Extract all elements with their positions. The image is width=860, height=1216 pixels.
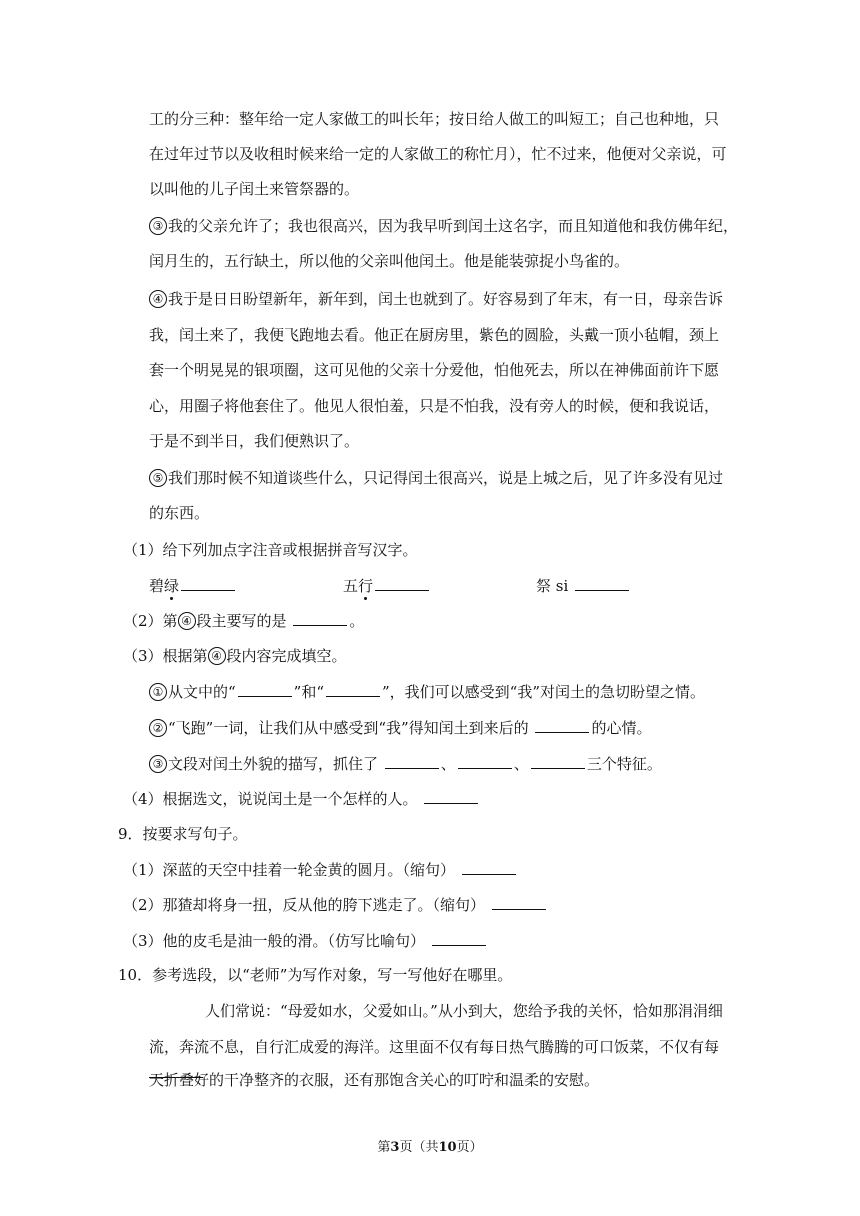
answer-blank[interactable] — [492, 893, 546, 910]
answer-blank[interactable] — [424, 787, 478, 804]
passage-line: 我，闰土来了，我便飞跑地去看。他正在厨房里，紫色的圆脸，头戴一顶小毡帽，颈上 — [149, 326, 720, 344]
answer-blank[interactable] — [462, 858, 516, 875]
q8-sub1: （1）给下列加点字注音或根据拼音写汉字。 — [123, 541, 418, 559]
separator: 、 — [513, 755, 529, 773]
answer-blank[interactable] — [326, 680, 380, 697]
paragraph-number: ④ — [208, 647, 226, 665]
passage-line: 于是不到半日，我们便熟识了。 — [149, 432, 360, 450]
answer-blank[interactable] — [375, 574, 429, 591]
paragraph-5 — [149, 461, 800, 495]
q10-title: 10．参考选段，以“老师”为写作对象，写一写他好在哪里。 — [118, 966, 513, 984]
page-footer — [0, 1138, 860, 1158]
passage-line: 工的分三种：整年给一定人家做工的叫长年；按日给人做工的叫短工；自己也种地，只 — [149, 110, 720, 128]
q8-sub3 — [123, 639, 800, 673]
q9-sub1 — [123, 853, 800, 887]
answer-blank[interactable] — [238, 680, 292, 697]
q9-sub3 — [123, 924, 800, 958]
passage-text: 我于是日日盼望新年，新年到，闰土也就到了。好容易到了年末，有一日，母亲告诉 — [168, 290, 724, 308]
item-number: ① — [149, 683, 167, 701]
q8-sub1-items — [149, 569, 800, 603]
passage-line: 套一个明晃晃的银项圈，这可见他的父亲十分爱他，怕他死去，所以在神佛面前许下愿 — [149, 361, 720, 379]
footer-text: 第 — [377, 1140, 391, 1155]
page-number: 3 — [390, 1140, 400, 1155]
q8-sub2 — [123, 604, 800, 638]
word-char: 五 — [343, 577, 359, 595]
question-text: （3）他的皮毛是油一般的滑。（仿写比喻句） — [123, 932, 426, 950]
passage-line: 以叫他的儿子闰土来管祭器的。 — [149, 180, 360, 198]
q9-title: 9．按要求写句子。 — [118, 825, 248, 843]
word-item — [536, 569, 631, 603]
q10-passage-line-3: 天折叠好的干净整齐的衣服，还有那饱含关心的叮咛和温柔的安慰。 — [149, 1071, 600, 1089]
answer-blank[interactable] — [535, 716, 589, 733]
passage-text: 我们那时候不知道谈些什么，只记得闰土很高兴，说是上城之后，见了许多没有见过 — [168, 469, 724, 487]
footer-text: 页（共 — [399, 1140, 439, 1155]
passage-text: 我的父亲允许了；我也很高兴，因为我早听到闰土这名字，而且知道他和我仿佛年纪， — [168, 217, 739, 235]
question-text: 段主要写的是 — [196, 612, 287, 630]
question-text: 的心情。 — [591, 719, 652, 737]
item-number: ③ — [149, 755, 167, 773]
question-text: 三个特征。 — [586, 755, 662, 773]
q10-passage-line: 流，奔流不息，自行汇成爱的海洋。这里面不仅有每日热气腾腾的可口饭菜，不仅有每 — [149, 1038, 720, 1056]
question-text: ”，我们可以感受到“我”对闰土的急切盼望之情。 — [382, 683, 706, 701]
passage-line: 的东西。 — [149, 504, 210, 522]
paragraph-4 — [149, 282, 800, 316]
word-item — [343, 569, 431, 603]
question-text: （4）根据选文，说说闰土是一个怎样的人。 — [123, 790, 418, 808]
total-pages: 10 — [438, 1140, 457, 1155]
q8-sub3-item2 — [149, 711, 800, 745]
item-number: ② — [149, 719, 167, 737]
answer-blank[interactable] — [458, 752, 512, 769]
q8-sub3-item1 — [149, 675, 800, 709]
word-item — [149, 569, 237, 603]
paragraph-number: ④ — [178, 612, 196, 630]
question-text: 段内容完成填空。 — [226, 647, 347, 665]
dotted-char: 绿 — [164, 577, 180, 595]
question-text: ”和“ — [293, 683, 325, 701]
question-text: （2）第 — [123, 612, 178, 630]
question-text: （1）深蓝的天空中挂着一轮金黄的圆月。（缩句） — [123, 861, 456, 879]
answer-blank[interactable] — [149, 1077, 203, 1078]
q10-passage-line: 人们常说：“母爱如水，父爱如山。”从小到大，您给予我的关怀，恰如那涓涓细 — [205, 1002, 723, 1020]
answer-blank[interactable] — [385, 752, 439, 769]
passage-line: 在过年过节以及收租时候来给一定的人家做工的称忙月），忙不过来，他便对父亲说，可 — [149, 145, 727, 163]
answer-blank[interactable] — [432, 929, 486, 946]
paragraph-number: ③ — [149, 217, 167, 235]
question-text: （3）根据第 — [123, 647, 208, 665]
question-text: 。 — [349, 612, 365, 630]
passage-line: 闰月生的，五行缺土，所以他的父亲叫他闰土。他是能装弶捉小鸟雀的。 — [149, 252, 630, 270]
answer-blank[interactable] — [531, 752, 585, 769]
answer-blank[interactable] — [181, 574, 235, 591]
paragraph-number: ④ — [149, 290, 167, 308]
paragraph-number: ⑤ — [149, 469, 167, 487]
answer-blank[interactable] — [293, 609, 347, 626]
word-char: 碧 — [149, 577, 165, 595]
q8-sub4 — [123, 782, 800, 816]
separator: 、 — [440, 755, 456, 773]
q9-sub2 — [123, 888, 800, 922]
dotted-char: 行 — [358, 577, 374, 595]
q8-sub3-item3 — [149, 747, 800, 781]
paragraph-3 — [149, 209, 800, 243]
question-text: 从文中的“ — [168, 683, 236, 701]
passage-line: 心，用圈子将他套住了。他见人很怕羞，只是不怕我，没有旁人的时候，便和我说话， — [149, 397, 720, 415]
pinyin-item: 祭 si — [536, 577, 569, 595]
question-text: “飞跑”一词，让我们从中感受到“我”得知闰土到来后的 — [168, 719, 529, 737]
question-text: 文段对闰土外貌的描写，抓住了 — [168, 755, 379, 773]
footer-text: 页） — [456, 1140, 483, 1155]
answer-blank[interactable] — [575, 574, 629, 591]
question-text: （2）那猹却将身一扭，反从他的胯下逃走了。（缩句） — [123, 896, 486, 914]
